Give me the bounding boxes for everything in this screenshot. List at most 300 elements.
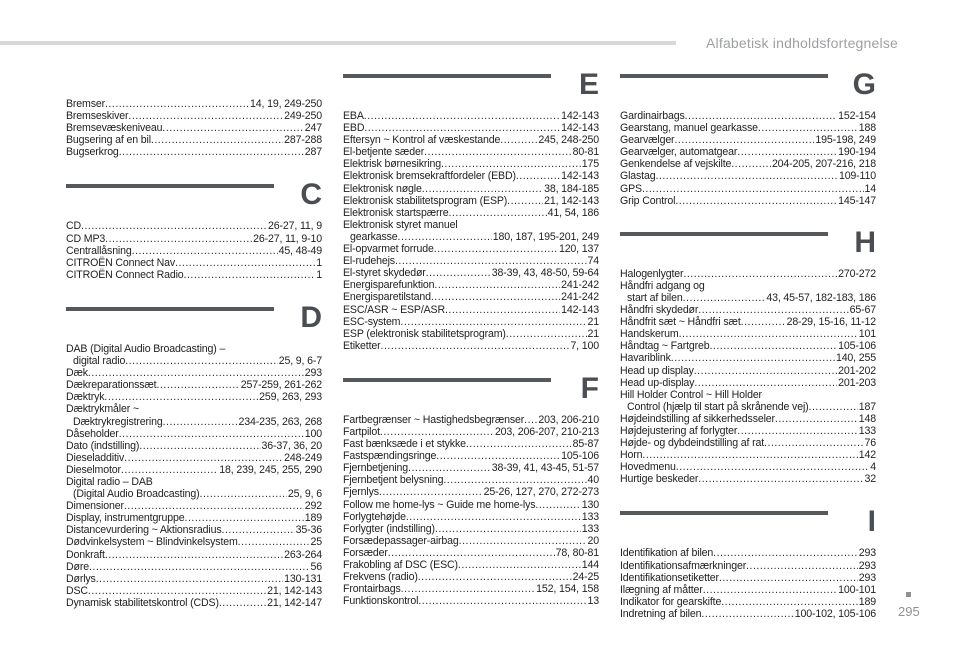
dot-leader [683,268,837,280]
entry-pages: 145-147 [838,194,876,207]
index-entry [343,450,599,462]
index-entry [343,535,599,547]
index-entry [620,352,876,364]
entry-pages: 25, 9, 6-7 [278,355,322,368]
entry-pages: 292 [304,500,322,513]
entry-label: Identifikationsafmærkninger [620,559,747,572]
index-entry [343,499,599,511]
entry-label: Gardinairbags [620,110,685,122]
index-entry [620,608,876,620]
entry-pages: 142-143 [561,122,599,135]
entry-pages: 4 [870,461,876,474]
entry-label: Indretning af bilen [620,607,702,620]
dot-leader [163,416,238,428]
dot-leader [516,170,560,182]
entry-pages: 175 [581,158,599,171]
index-entry [343,547,599,559]
dot-leader [642,183,864,195]
index-entry [66,257,322,269]
entry-pages [458,219,459,231]
index-entry [620,183,876,195]
entry-pages: 20 [587,534,599,547]
index-entry [66,245,322,257]
entry-pages: 25-26, 127, 270, 272-273 [483,486,599,499]
index-entry [620,328,876,340]
index-entry [66,379,322,391]
entry-pages: 203, 206-207, 210-213 [494,425,599,438]
entry-pages: 203, 206-210 [538,413,599,426]
entry-pages [762,389,763,401]
entry-label: Frakobling af DSC (ESC) [343,559,458,571]
entry-pages: 133 [858,424,876,437]
index-entry [66,416,322,428]
entry-label: Dæktrykmåler ~ [66,403,139,416]
index-entry [66,110,322,122]
entry-label: Elektronisk styret manuel [343,218,458,231]
entry-pages: 28-29, 15-16, 11-12 [786,316,876,329]
entry-label: Energisparetilstand [343,291,431,304]
dot-leader [175,257,315,269]
dot-leader [758,122,858,134]
index-section-i [620,507,876,620]
dot-leader [685,110,838,122]
dot-leader [436,450,560,462]
dot-leader [128,110,283,122]
dot-leader [151,134,283,146]
entry-pages: 21 [587,315,599,328]
entry-label: start af bilen [627,291,683,304]
entry-pages: 1 [316,256,322,269]
index-entry [620,389,876,401]
dot-leader [535,499,580,511]
entry-label: Elektronisk nøgle [343,182,422,195]
section-rule [343,74,551,78]
section-header-e [343,70,599,104]
index-entry [620,365,876,377]
entry-pages: 100-101 [838,583,876,596]
index-entry [343,243,599,255]
dot-leader [139,440,260,452]
entry-label: DSC [66,584,88,597]
dot-leader [435,523,581,535]
index-entry [66,512,322,524]
index-entry [343,170,599,182]
entry-pages: 133 [581,510,599,523]
entry-pages: 21 [587,327,599,340]
section-header-h [620,225,876,262]
entry-label: Head up display [620,364,694,377]
dot-leader [431,291,560,303]
entry-pages: 133 [581,522,599,535]
index-entry [620,170,876,182]
entry-pages: 259, 263, 293 [259,391,322,404]
index-section-b [66,98,322,158]
dot-leader [364,122,560,134]
dot-leader [380,426,494,438]
entry-pages: 21, 142-143 [267,584,322,597]
entry-label: El-styret skydedør [343,267,426,280]
index-entry [620,292,876,304]
dot-leader [746,560,858,572]
entry-pages: 187 [858,400,876,413]
entry-label: Fast bænksæde i et stykke [343,438,466,451]
entry-pages [139,403,140,415]
index-entry [66,367,322,379]
dot-leader [422,183,543,195]
section-rule [620,511,828,515]
section-rule [343,378,551,382]
dot-leader [401,583,535,595]
section-letter-g: G [852,68,876,101]
section-header-g [620,70,876,104]
entry-label: CITROËN Connect Radio [66,268,184,281]
dot-leader [88,585,266,597]
index-entry [66,549,322,561]
dot-leader [459,535,587,547]
entry-pages: 21, 142-147 [267,596,322,609]
entry-label: Forsæder [343,546,388,559]
entry-label: Håndfrit sæt ~ Håndfri sæt [620,316,741,329]
dot-leader [675,195,837,207]
index-entry [343,231,599,243]
dot-leader [408,462,491,474]
index-entry [620,425,876,437]
dot-leader [162,122,303,134]
entry-pages: 18, 239, 245, 255, 290 [219,463,322,476]
entries-c [66,220,322,280]
entry-label: Frekvens (radio) [343,571,418,584]
index-entry [66,269,322,281]
entry-label: Etiketter [343,339,381,352]
entry-pages: 201-203 [838,376,876,389]
index-entry [343,559,599,571]
entry-label: Håndfri skydedør [620,304,699,317]
dot-leader [379,486,483,498]
index-entry [66,561,322,573]
entry-label: Bremser [66,98,105,110]
entry-label: Dødvinkelsystem ~ Blindvinkelsystem [66,536,238,549]
entry-pages: 80-81 [572,146,599,159]
dot-leader [418,571,572,583]
entry-label: Forlygter (indstilling) [343,522,435,535]
index-entry [343,523,599,535]
entry-pages: 247 [304,122,322,135]
entry-pages: 35-36 [295,524,322,537]
entry-pages: 105-106 [561,450,599,463]
entry-pages: 248-249 [284,451,322,464]
section-header-i [620,507,876,541]
entry-label: Display, instrumentgruppe [66,512,185,525]
entry-label: Forsædepassager-airbag [343,534,459,547]
entry-label: Dieseladditiv [66,451,125,464]
entry-label: Dørlys [66,572,96,585]
dot-leader [400,316,586,328]
entry-pages: 142 [858,449,876,462]
dot-leader [119,428,304,440]
page-header-title: Alfabetisk indholdsfortegnelse [706,35,899,51]
index-entry [343,340,599,352]
dot-leader [96,573,283,585]
entry-label: (Digital Audio Broadcasting) [73,488,200,501]
entry-label: Glastag [620,170,656,183]
index-entry [343,146,599,158]
entry-pages: 65-67 [849,304,876,317]
index-column-2 [343,70,599,607]
index-entry [343,414,599,426]
index-section-g [620,70,876,207]
dot-leader [500,134,537,146]
entry-pages: 287 [304,146,322,159]
entry-pages: 56 [310,560,322,573]
dot-leader [121,464,218,476]
entry-pages: 142-143 [561,110,599,122]
entry-pages: 241-242 [561,291,599,304]
page-marker [906,592,911,597]
dot-leader [398,231,492,243]
entry-pages: 234-235, 263, 268 [238,415,322,428]
index-section-e [343,70,599,352]
index-entry [620,449,876,461]
entry-pages: 14, 19, 249-250 [250,98,322,110]
dot-leader [674,134,814,146]
entry-label: Fastspændingsringe [343,450,437,463]
entry-label: El-rudehejs [343,255,395,268]
index-entry [343,328,599,340]
index-entry [66,500,322,512]
entry-label: Control (hjælp til start på skrånende vej) [627,400,809,413]
entry-label: Højde- og dybdeindstilling af rat [620,437,765,450]
index-entry [66,452,322,464]
index-entry [620,280,876,292]
entry-label: Elektronisk bremsekraftfordeler (EBD) [343,170,516,183]
entry-pages: 241-242 [561,279,599,292]
entry-label: Håndtag ~ Fartgreb [620,340,710,353]
dot-leader [466,438,572,450]
index-entry [66,98,322,110]
dot-leader [184,269,316,281]
index-section-h [620,225,876,486]
index-entry [343,207,599,219]
entry-pages: 245, 248-250 [538,134,599,147]
entry-pages: 130-131 [284,572,322,585]
entry-pages: 78, 80-81 [555,546,599,559]
entry-label: Head up-display [620,376,695,389]
entry-label: Fartpilot [343,425,380,438]
index-entry [620,195,876,207]
index-entry [343,134,599,146]
entry-label: Hill Holder Control ~ Hill Holder [620,388,762,401]
entry-pages: 45, 48-49 [278,244,322,257]
dot-leader [448,207,546,219]
page-number: 295 [898,604,920,619]
dot-leader [426,267,491,279]
dot-leader [105,98,249,110]
entry-pages: 76 [864,437,876,450]
entry-label: Centrallåsning [66,244,132,257]
entry-label: ESC/ASR ~ ESP/ASR [343,303,445,316]
section-letter-i: I [867,505,876,539]
dot-leader [683,292,766,304]
dot-leader [424,146,572,158]
entry-label: Genkendelse af vejskilte [620,158,732,171]
section-letter-f: F [580,371,599,405]
index-entry [66,488,322,500]
entry-label: Energisparefunktion [343,279,435,292]
entry-label: Dynamisk stabilitetskontrol (CDS) [66,596,219,609]
section-rule [620,232,828,236]
section-header-f [343,371,599,408]
entry-pages: 100 [304,427,322,440]
dot-leader [775,413,858,425]
entry-label: Højdejustering af forlygter [620,424,738,437]
index-entry [620,547,876,559]
entry-label: Fjernbetjent belysning [343,474,444,487]
entry-pages: 7, 100 [570,339,599,352]
index-entry [620,122,876,134]
entry-label: Dæktryk [66,391,105,404]
section-rule [66,307,274,311]
entry-pages [153,476,154,488]
entry-label: Dæktrykregistrering [73,415,163,428]
entry-pages: 204-205, 207-216, 218 [771,158,876,171]
dot-leader [222,524,295,536]
entry-pages: 257-259, 261-262 [240,379,322,392]
index-entry [620,304,876,316]
entry-label: EBD [343,122,365,135]
entry-pages: 13 [587,595,599,608]
index-entry [343,438,599,450]
entry-label: Hurtige beskeder [620,473,699,486]
entries-i [620,547,876,620]
dot-leader [741,316,786,328]
index-entry [66,476,322,488]
index-entry [620,401,876,413]
dot-leader [434,279,560,291]
entry-label: Ilægning af måtter [620,583,703,596]
entry-pages: 38, 184-185 [544,182,599,195]
entry-pages: 100-102, 105-106 [794,607,876,620]
index-entry [343,571,599,583]
index-entry [66,220,322,232]
entry-pages: 293 [858,547,876,560]
entry-label: GPS [620,182,642,195]
index-entry [66,597,322,609]
entry-label: Forlygtehøjde [343,510,406,523]
entry-label: Fjernbetjening [343,462,409,475]
entry-label: Fjernlys [343,486,379,499]
index-column-1 [66,70,322,609]
entry-pages: 201-202 [838,364,876,377]
entry-label: CD [66,220,82,233]
index-entry [620,340,876,352]
entry-pages: 36-37, 36, 20 [261,439,322,452]
index-entry [66,573,322,585]
entries-f [343,414,599,608]
entry-pages: 41, 54, 186 [547,206,599,219]
section-letter-e: E [578,68,599,101]
index-section-d [66,300,322,609]
header-rule [0,41,676,45]
dot-leader [655,170,837,182]
index-entry [620,134,876,146]
index-entry [620,377,876,389]
entry-label: Funktionskontrol [343,595,419,608]
entry-label: gearkasse [350,230,398,243]
dot-leader [445,304,560,316]
entry-pages: 32 [864,473,876,486]
entry-pages: 21, 142-143 [544,194,599,207]
entry-label: Bugserkrog [66,146,119,159]
dot-leader [418,595,586,607]
entry-label: Donkraft [66,548,105,561]
entry-label: Elektrisk børnesikring [343,158,441,171]
entries-b [66,98,322,158]
dot-leader [458,559,581,571]
entry-pages: 195-198, 249 [815,134,876,147]
entry-label: ESC-system [343,315,401,328]
index-entry [620,473,876,485]
entry-pages: 142-143 [561,303,599,316]
entry-label: CD MP3 [66,232,106,245]
entry-pages: 14 [864,182,876,195]
entry-pages: 105-106 [838,340,876,353]
index-entry [66,122,322,134]
entry-pages: 74 [587,255,599,268]
dot-leader [132,245,278,257]
index-entry [343,195,599,207]
index-entry [343,219,599,231]
dot-leader [395,255,587,267]
index-entry [343,595,599,607]
dot-leader [434,243,558,255]
entry-pages: 270-272 [838,267,876,280]
entry-label: Elektronisk startspærre [343,206,449,219]
index-entry [343,158,599,170]
entry-label: Dåseholder [66,427,119,440]
dot-leader [709,340,837,352]
entry-label: Indikator for gearskifte [620,595,722,608]
index-entry [66,403,322,415]
dot-leader [381,340,570,352]
index-entry [343,110,599,122]
entry-pages: 287-288 [284,134,322,147]
index-entry [343,279,599,291]
entry-pages: 249-250 [284,110,322,123]
dot-leader [737,146,837,158]
index-entry [620,461,876,473]
dot-leader [441,158,581,170]
entry-pages: 142-143 [561,170,599,183]
entry-pages: 1 [316,268,322,281]
index-entry [620,110,876,122]
index-entry [66,585,322,597]
dot-leader [81,220,267,232]
entry-pages [225,343,226,355]
entry-pages: 140, 255 [835,352,876,365]
index-entry [343,486,599,498]
index-entry [343,511,599,523]
dot-leader [721,596,858,608]
entries-d [66,343,322,609]
entry-label: Dieselmotor [66,463,121,476]
dot-leader [364,110,560,122]
entry-label: Frontairbags [343,583,401,596]
index-entry [66,343,322,355]
dot-leader [506,328,587,340]
dot-leader [104,391,258,403]
index-entry [620,158,876,170]
entry-pages: 293 [858,571,876,584]
